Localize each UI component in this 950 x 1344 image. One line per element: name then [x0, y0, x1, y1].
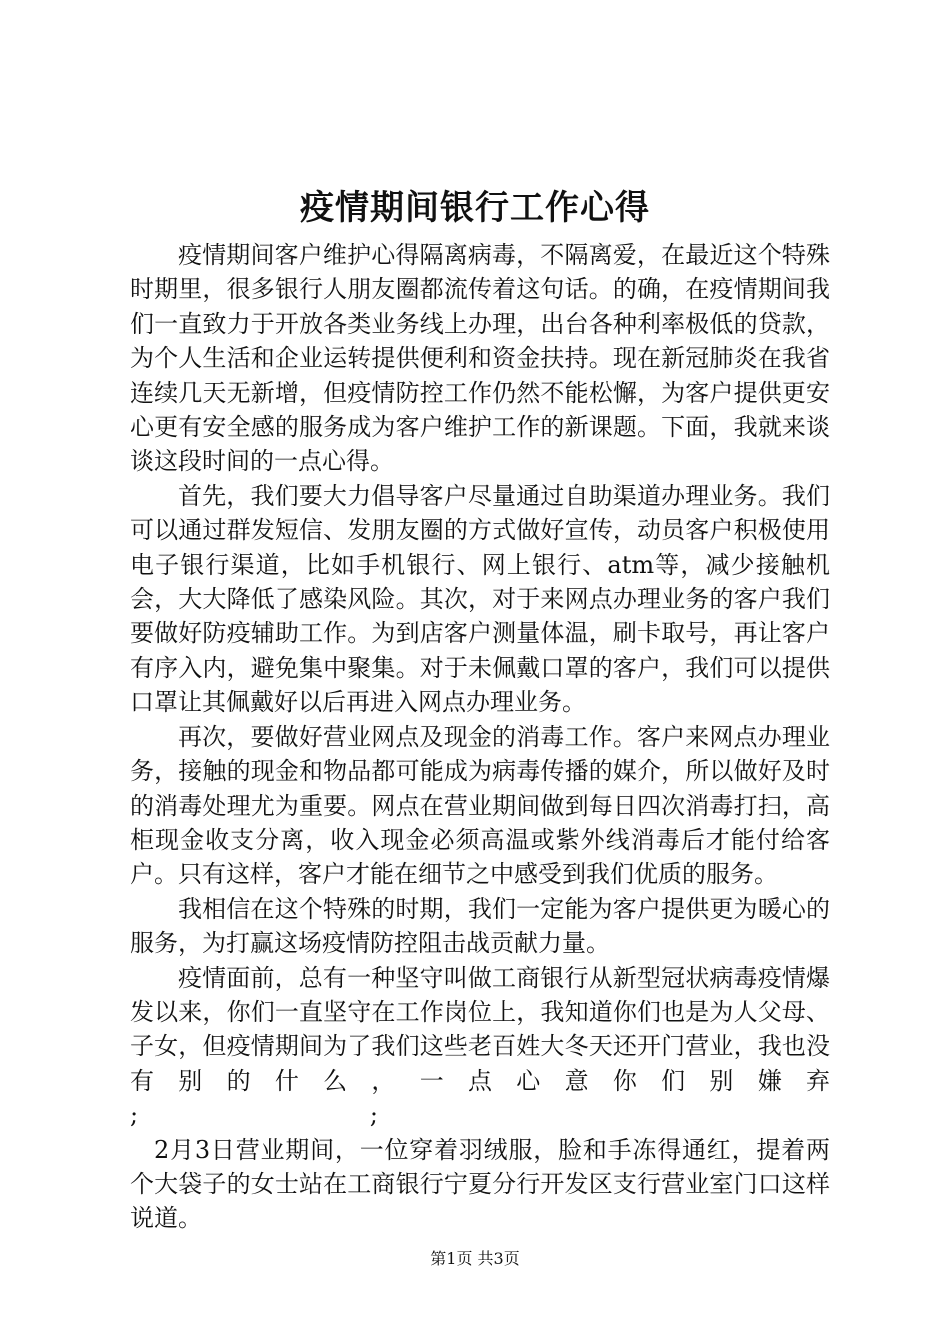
- paragraph-5: 疫情面前，总有一种坚守叫做工商银行从新型冠状病毒疫情爆发以来，你们一直坚守在工作岗位上，我知道你们也是为人父母、子女，但疫情期间为了我们这些老百姓大冬天还开门营业，我也没有别的什么，一点心意你们别嫌弃: [130, 963, 830, 1095]
- paragraph-2: 首先，我们要大力倡导客户尽量通过自助渠道办理业务。我们可以通过群发短信、发朋友圈的方式做好宣传，动员客户积极使用电子银行渠道，比如手机银行、网上银行、atm等，减少接触机会，大大降低了感染风险。其次，对于来网点办理业务的客户我们要做好防疫辅助工作。为到店客户测量体温，刷卡取号，再让客户有序入内，避免集中聚集。对于未佩戴口罩的客户，我们可以提供口罩让其佩戴好以后再进入网点办理业务。: [130, 481, 830, 717]
- semicolon-left: ;: [130, 1101, 139, 1130]
- paragraph-3: 再次，要做好营业网点及现金的消毒工作。客户来网点办理业务，接触的现金和物品都可能成为病毒传播的媒介，所以做好及时的消毒处理尤为重要。网点在营业期间做到每日四次消毒打扫，高柜现金收支分离，收入现金必须高温或紫外线消毒后才能付给客户。只有这样，客户才能在细节之中感受到我们优质的服务。: [130, 722, 830, 889]
- paragraph-6: 2月3日营业期间，一位穿着羽绒服，脸和手冻得通红，提着两个大袋子的女士站在工商银行宁夏分行开发区支行营业室门口这样说道。: [130, 1135, 830, 1233]
- page-footer: 第1页 共3页: [430, 1249, 520, 1268]
- document-body: [130, 238, 830, 1236]
- semicolon-row: [130, 1098, 378, 1132]
- document-title: 疫情期间银行工作心得: [300, 188, 650, 228]
- paragraph-4: 我相信在这个特殊的时期，我们一定能为客户提供更为暖心的服务，为打赢这场疫情防控阻击战贡献力量。: [130, 894, 830, 958]
- semicolon-right: ;: [369, 1101, 378, 1130]
- paragraph-1: 疫情期间客户维护心得隔离病毒，不隔离爱，在最近这个特殊时期里，很多银行人朋友圈都流传着这句话。的确，在疫情期间我们一直致力于开放各类业务线上办理，出台各种利率极低的贷款，为个人生活和企业运转提供便利和资金扶持。现在新冠肺炎在我省连续几天无新增，但疫情防控工作仍然不能松懈，为客户提供更安心更有安全感的服务成为客户维护工作的新课题。下面，我就来谈谈这段时间的一点心得。: [130, 241, 830, 476]
